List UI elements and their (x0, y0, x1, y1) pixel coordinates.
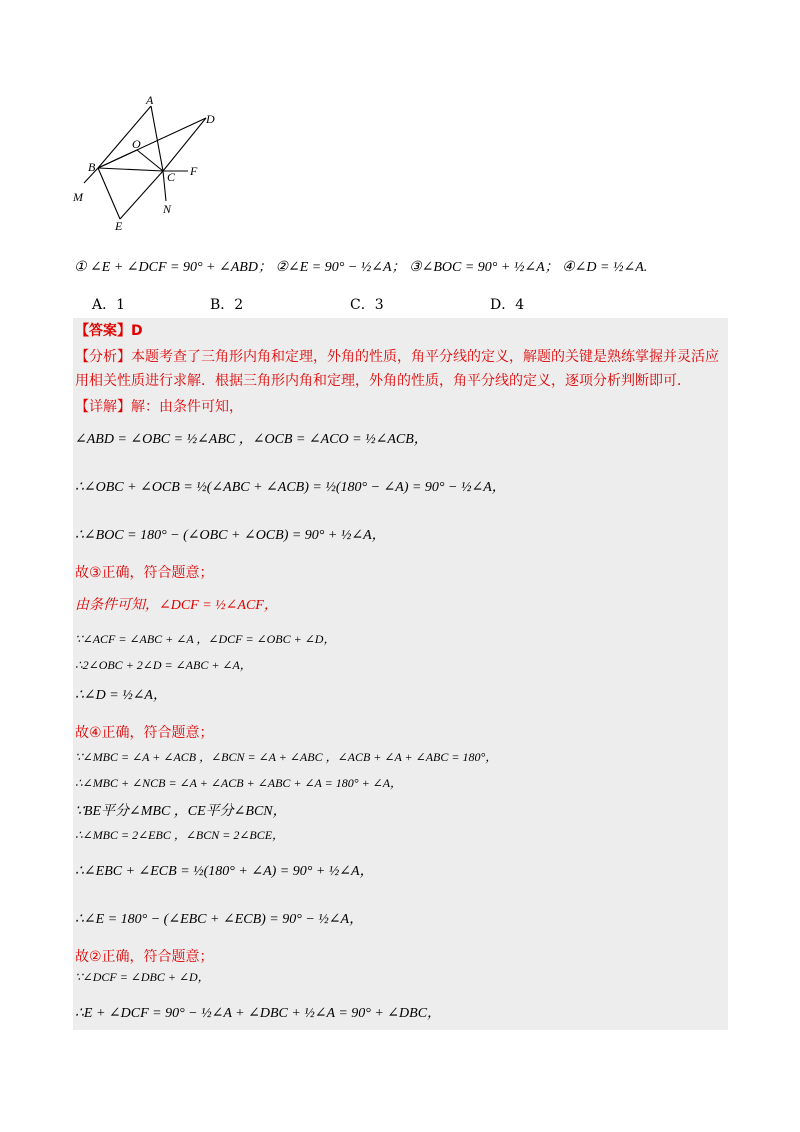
step-line-8: ∵∠MBC = ∠A + ∠ACB ，∠BCN = ∠A + ∠ABC ，∠ACB + ∠A + ∠ABC = 180°， (75, 750, 498, 764)
statement-2: ②∠E = 90° − ½∠A； (275, 260, 406, 275)
conclusion-4: 故④正确，符合题意； (75, 725, 214, 741)
label-e: E (115, 219, 123, 233)
option-a[interactable]: A．1 (92, 297, 126, 313)
option-b[interactable]: B．2 (210, 297, 244, 313)
step-line-6: ∴2∠OBC + 2∠D = ∠ABC + ∠A， (75, 658, 252, 672)
conclusion-2: 故②正确，符合题意； (75, 949, 214, 965)
solution-panel (73, 318, 728, 1030)
step-line-9: ∴∠MBC + ∠NCB = ∠A + ∠ACB + ∠ABC + ∠A = 180° + ∠A， (75, 776, 403, 790)
segment-cd (163, 118, 206, 171)
analysis-line-2: 用相关性质进行求解．根据三角形内角和定理，外角的性质，角平分线的定义，逐项分析判断即可． (75, 373, 691, 389)
segment-ob (98, 150, 137, 168)
step-line-11: ∴∠MBC = 2∠EBC ，∠BCN = 2∠BCE， (75, 828, 285, 842)
label-n: N (163, 202, 172, 216)
statement-3: ③∠BOC = 90° + ½∠A； (409, 260, 559, 275)
statements-line (74, 256, 647, 276)
label-b: B (88, 160, 96, 174)
statement-1: ① ∠E + ∠DCF = 90° + ∠ABD； (74, 260, 272, 275)
label-d: D (206, 112, 215, 126)
step-line-5: ∵∠ACF = ∠ABC + ∠A ，∠DCF = ∠OBC + ∠D， (75, 632, 336, 646)
label-c: C (167, 170, 176, 184)
step-line-15: ∴E + ∠DCF = 90° − ½∠A + ∠DBC + ½∠A = 90° + ∠DBC， (75, 1006, 442, 1021)
segment-be (98, 168, 120, 219)
analysis-line-1: 【分析】本题考查了三角形内角和定理，外角的性质，角平分线的定义，解题的关键是熟练掌握并灵活应 (75, 349, 719, 365)
ray-cn (163, 171, 166, 201)
step-line-1: ∠ABD = ∠OBC = ½∠ABC ，∠OCB = ∠ACO = ½∠ACB， (75, 432, 428, 447)
step-line-2: ∴∠OBC + ∠OCB = ½(∠ABC + ∠ACB) = ½(180° − ∠A) = 90° − ½∠A， (75, 480, 506, 495)
segment-ce (120, 171, 163, 219)
option-d[interactable]: D．4 (490, 297, 525, 313)
step-line-12: ∴∠EBC + ∠ECB = ½(180° + ∠A) = 90° + ½∠A， (75, 864, 374, 879)
segment-ab (98, 106, 151, 168)
segment-bc (98, 168, 163, 171)
step-line-7: ∴∠D = ½∠A， (75, 688, 167, 703)
answer-line: 【答案】D (75, 323, 143, 339)
label-o: O (132, 137, 141, 151)
detail-line: 【详解】解：由条件可知， (75, 399, 243, 415)
label-f: F (190, 164, 198, 178)
conclusion-3: 故③正确，符合题意； (75, 565, 214, 581)
option-c[interactable]: C．3 (350, 297, 384, 313)
step-line-13: ∴∠E = 180° − (∠EBC + ∠ECB) = 90° − ½∠A， (75, 912, 364, 927)
statement-4: ④∠D = ½∠A. (562, 260, 648, 275)
segment-oc (137, 150, 163, 171)
step-line-14: ∵∠DCF = ∠DBC + ∠D， (75, 970, 210, 984)
label-a: A (146, 95, 154, 107)
geometry-figure (70, 95, 230, 245)
step-line-10: ∵BE平分∠MBC ，CE平分∠BCN， (75, 804, 287, 819)
step-line-4: 由条件可知，∠DCF = ½∠ACF， (75, 598, 278, 613)
step-line-3: ∴∠BOC = 180° − (∠OBC + ∠OCB) = 90° + ½∠A， (75, 528, 386, 543)
label-m: M (73, 190, 83, 204)
